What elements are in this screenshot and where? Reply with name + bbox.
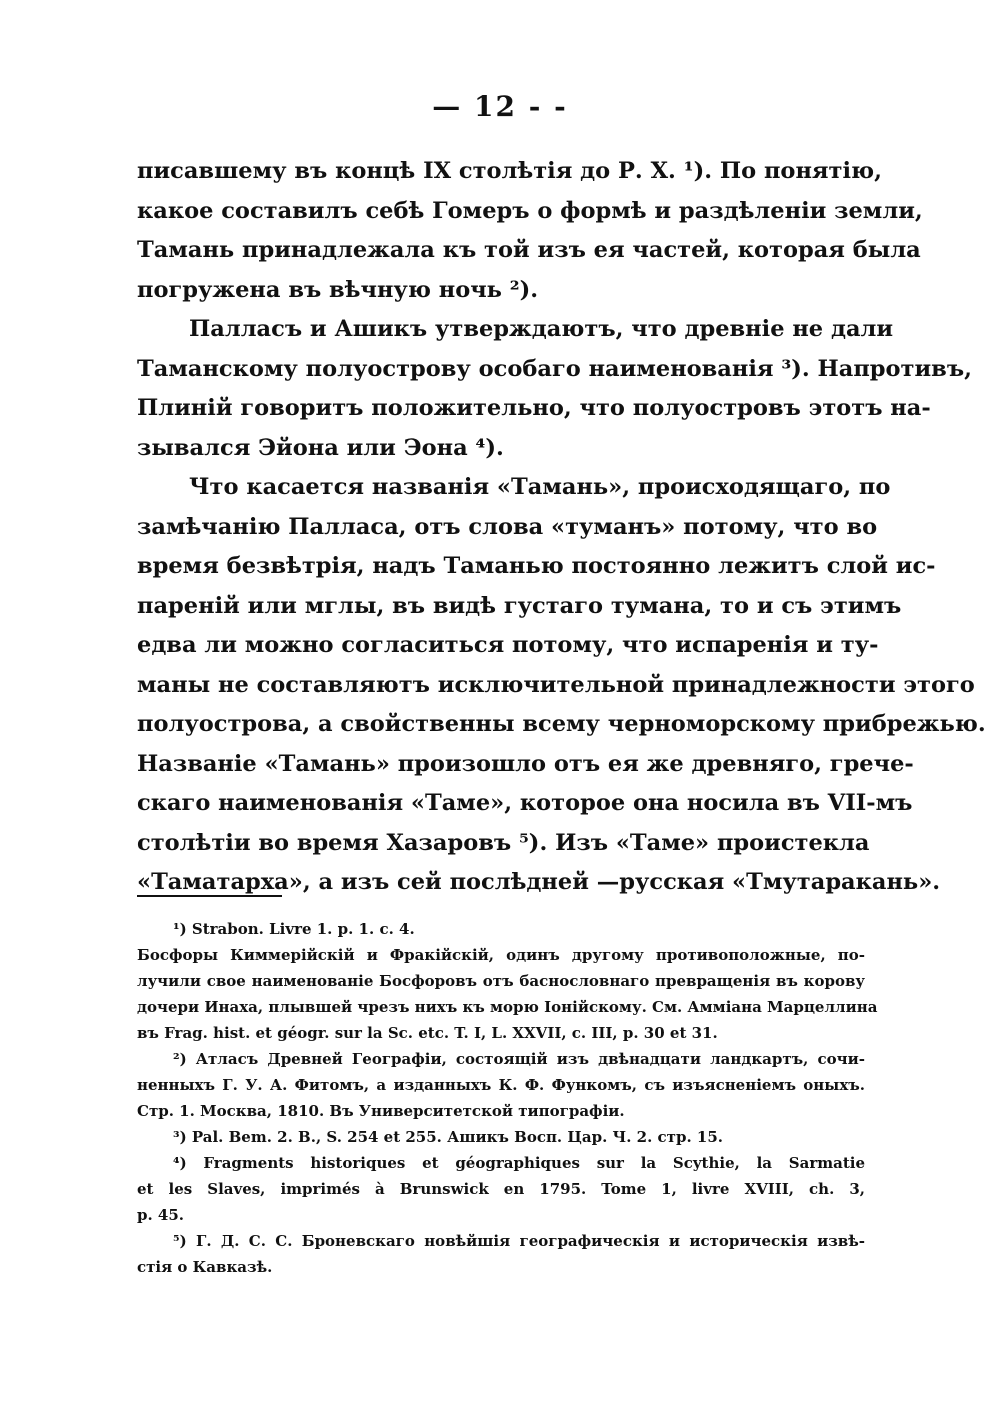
body-text [137,152,986,903]
footnote-line: ¹) Strabon. Livre 1. p. 1. c. 4. [173,920,415,938]
footnote-line: p. 45. [137,1206,185,1224]
footnote-divider [137,895,282,897]
footnote-line: ²) Атласъ Древней Географіи, состоящій изъ двѣнадцати ландкартъ, сочи- [173,1050,865,1068]
footnote [137,1150,865,1228]
footnote [137,1046,865,1124]
paragraph [137,310,972,468]
footnote-line: ³) Pal. Bem. 2. B., S. 254 et 255. Ашикъ Восп. Цар. Ч. 2. стр. 15. [173,1128,724,1146]
footnote-line: лучили свое наименованіе Босфоровъ отъ баснословнаго превращенія въ корову [137,972,865,990]
footnote [137,1124,865,1150]
text-line: Тамань принадлежала къ той изъ ея частей, которая была [137,237,921,263]
footnote-line: et les Slaves, imprimés à Brunswick en 1795. Tome 1, livre XVIII, ch. 3, [137,1180,865,1198]
text-line: едва ли можно согласиться потому, что испаренія и ту- [137,632,879,658]
text-line: столѣтіи во время Хазаровъ ⁵). Изъ «Таме» проистекла [137,829,870,856]
footnote-line: стія о Кавказѣ. [137,1258,273,1276]
footnotes [137,916,878,1280]
footnote [137,1228,865,1280]
text-line: скаго наименованія «Таме», которое она носила въ VII-мъ [137,790,913,816]
text-line: зывался Эйона или Эона ⁴). [137,434,504,461]
text-line: какое составилъ себѣ Гомеръ о формѣ и раздѣленіи земли, [137,197,923,224]
text-line: «Таматарха», а изъ сей послѣдней —русская «Тмутаракань». [137,869,941,895]
footnote-line: ⁴) Fragments historiques et géographiques sur la Scythie, la Sarmatie [173,1154,865,1172]
text-line: Таманскому полуострову особаго наименованія ³). Напротивъ, [137,355,972,382]
text-line: Названіе «Тамань» произошло отъ ея же древняго, грече- [137,750,914,777]
paragraph [137,468,986,903]
text-line: маны не составляютъ исключительной принадлежности этого [137,671,975,698]
page-number: — 12 - - [432,90,568,123]
footnote-line: ненныхъ Г. У. А. Фитомъ, а изданныхъ К. Ф. Функомъ, съ изъясненіемъ оныхъ. [137,1076,865,1094]
footnote-line: Босфоры Киммерійскій и Фракійскій, одинъ другому противоположные, по- [137,946,865,964]
text-line: Палласъ и Ашикъ утверждаютъ, что древніе не дали [189,316,894,342]
footnote-line: въ Frag. hist. et géogr. sur la Sc. etc. T. I, L. XXVII, c. III, p. 30 et 31. [137,1024,718,1042]
text-line: погружена въ вѣчную ночь ²). [137,276,539,303]
text-line: писавшему въ концѣ IX столѣтія до Р. Х. ¹). По понятію, [137,158,882,184]
footnote-line: Стр. 1. Москва, 1810. Въ Университетской типографіи. [137,1102,625,1120]
text-line: время безвѣтрія, надъ Таманью постоянно лежитъ слой ис- [137,553,936,579]
text-line: Что касается названія «Тамань», происходящаго, по [189,474,891,500]
footnote-line: ⁵) Г. Д. С. С. Броневскаго новѣйшія географическія и историческія извѣ- [173,1232,865,1250]
text-line: полуострова, а свойственны всему черноморскому прибрежью. [137,711,986,737]
footnote [137,916,878,1046]
text-line: Плиній говоритъ положительно, что полуостровъ этотъ на- [137,395,931,421]
text-line: замѣчанію Палласа, отъ слова «туманъ» потому, что во [137,513,878,540]
paragraph [137,152,923,310]
text-line: пареній или мглы, въ видѣ густаго тумана, то и съ этимъ [137,592,902,619]
footnote-line: дочери Инаха, плывшей чрезъ нихъ къ морю Іонійскому. См. Аммiана Марцеллина [137,998,878,1016]
